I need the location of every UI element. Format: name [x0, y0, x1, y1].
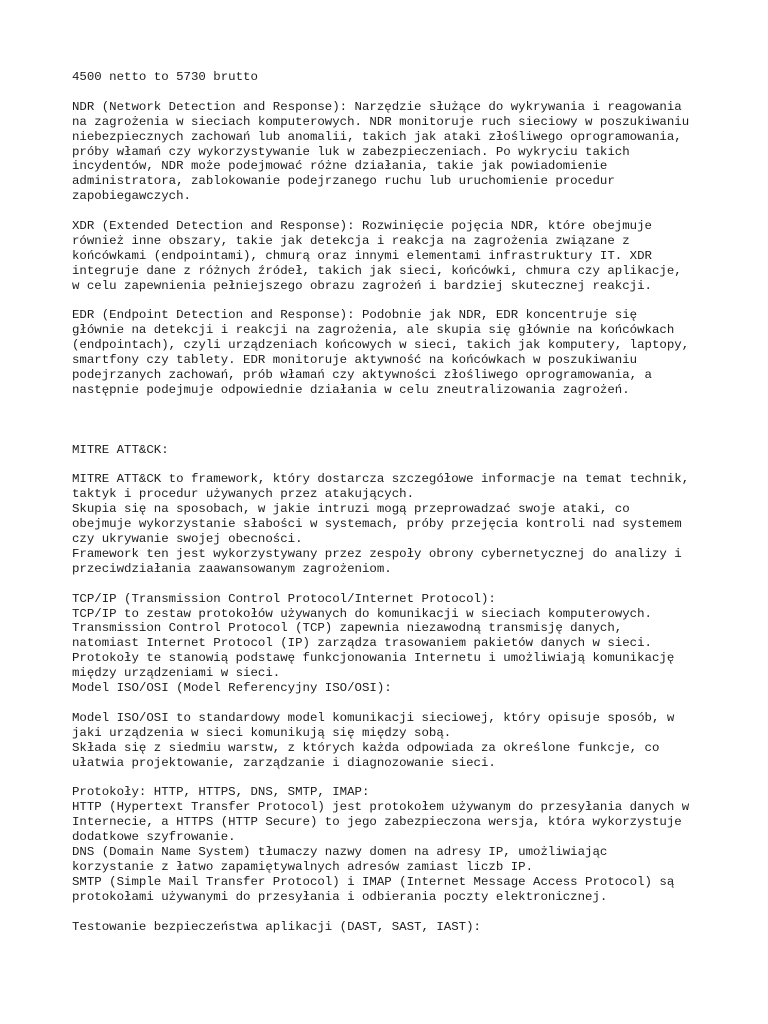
paragraph-tcpip — [72, 592, 712, 696]
paragraph-price — [72, 70, 712, 85]
paragraph-testing — [72, 920, 712, 935]
text-line: (endpointach), czyli urządzeniach końcowych w sieci, takich jak komputery, laptopy, — [72, 338, 690, 353]
text-line: TCP/IP (Transmission Control Protocol/Internet Protocol): — [72, 591, 496, 606]
text-line: integruje dane z różnych źródeł, takich jak sieci, końcówki, chmura czy aplikacje, — [72, 263, 682, 278]
text-line: TCP/IP to zestaw protokołów używanych do komunikacji w sieciach komputerowych. — [72, 606, 652, 621]
text-line: podejrzanych zachowań, prób włamań czy aktywności złośliwego oprogramowania, a — [72, 368, 652, 383]
text-line: EDR (Endpoint Detection and Response): Podobnie jak NDR, EDR koncentruje się — [72, 308, 638, 323]
text-line: Transmission Control Protocol (TCP) zapewnia niezawodną transmisję danych, — [72, 621, 623, 636]
text-line: na zagrożenia w sieciach komputerowych. NDR monitoruje ruch sieciowy w poszukiwaniu — [72, 114, 690, 129]
text-line: XDR (Extended Detection and Response): Rozwinięcie pojęcia NDR, które obejmuje — [72, 219, 652, 234]
text-line: administratora, zablokowanie podejrzanego ruchu lub uruchomienie procedur — [72, 174, 615, 189]
text-line: jaki urządzenia w sieci komunikują się między sobą. — [72, 725, 452, 740]
text-line: HTTP (Hypertext Transfer Protocol) jest protokołem używanym do przesyłania danych w — [72, 800, 690, 815]
text-line: MITRE ATT&CK: — [72, 442, 169, 457]
text-line: przeciwdziałania zaawansowanym zagrożeniom. — [72, 561, 392, 576]
text-line: incydentów, NDR może podejmować różne działania, takie jak powiadomienie — [72, 159, 608, 174]
text-line: Framework ten jest wykorzystywany przez zespoły obrony cybernetycznej do analizy i — [72, 546, 682, 561]
text-line: MITRE ATT&CK to framework, który dostarcza szczegółowe informacje na temat technik, — [72, 472, 690, 487]
text-line: natomiast Internet Protocol (IP) zarządza trasowaniem pakietów danych w sieci. — [72, 636, 652, 651]
text-line: ułatwia projektowanie, zarządzanie i diagnozowanie sieci. — [72, 755, 496, 770]
text-line: NDR (Network Detection and Response): Narzędzie służące do wykrywania i reagowania — [72, 99, 682, 114]
text-line: 4500 netto to 5730 brutto — [72, 70, 258, 84]
document-page — [72, 70, 712, 949]
paragraph-xdr — [72, 219, 712, 294]
text-line: Skupia się na sposobach, w jakie intruzi mogą przeprowadzać swoje ataki, co — [72, 502, 630, 517]
text-line: SMTP (Simple Mail Transfer Protocol) i IMAP (Internet Message Access Protocol) są — [72, 874, 675, 889]
text-line: w celu zapewnienia pełniejszego obrazu zagrożeń i bardziej skutecznej reakcji. — [72, 278, 652, 293]
text-line: protokołami używanymi do przesyłania i odbierania poczty elektronicznej. — [72, 889, 608, 904]
text-line: niebezpiecznych zachowań lub anomalii, takich jak ataki złośliwego oprogramowania, — [72, 129, 682, 144]
text-line: czy ukrywanie swojej obecności. — [72, 532, 303, 546]
text-line: głównie na detekcji i reakcji na zagrożenia, ale skupia się głównie na końcówkach — [72, 323, 675, 338]
text-line: Internecie, a HTTPS (HTTP Secure) to jego zabezpieczona wersja, która wykorzystuje — [72, 815, 682, 830]
text-line: dodatkowe szyfrowanie. — [72, 830, 236, 845]
text-line: Model ISO/OSI to standardowy model komunikacji sieciowej, który opisuje sposób, w — [72, 710, 675, 725]
text-line: następnie podejmuje odpowiednie działania w celu zneutralizowania zagrożeń. — [72, 382, 630, 397]
text-line: obejmuje wykorzystanie słabości w systemach, próby przejęcia kontroli nad systemem — [72, 517, 682, 532]
text-line: Protokoły: HTTP, HTTPS, DNS, SMTP, IMAP: — [72, 785, 370, 800]
paragraph-edr — [72, 308, 712, 397]
text-line: Składa się z siedmiu warstw, z których każda odpowiada za określone funkcje, co — [72, 740, 660, 755]
section-gap — [72, 413, 712, 443]
text-line: Testowanie bezpieczeństwa aplikacji (DAST, SAST, IAST): — [72, 919, 481, 934]
text-line: Protokoły te stanowią podstawę funkcjonowania Internetu i umożliwiają komunikację — [72, 651, 675, 666]
text-line: próby włamań czy wykorzystywanie luk w zabezpieczeniach. Po wykryciu takich — [72, 144, 630, 159]
text-line: między urządzeniami w sieci. — [72, 666, 281, 681]
paragraph-ndr — [72, 100, 712, 204]
text-line: taktyk i procedur używanych przez atakujących. — [72, 487, 415, 502]
text-line: zapobiegawczych. — [72, 189, 191, 204]
text-line: końcówkami (endpointami), chmurą oraz innymi elementami infrastruktury IT. XDR — [72, 248, 652, 263]
text-line: również inne obszary, takie jak detekcja i reakcja na zagrożenia związane z — [72, 233, 630, 248]
paragraph-mitre — [72, 472, 712, 576]
paragraph-osi — [72, 711, 712, 771]
text-line: smartfony czy tablety. EDR monitoruje aktywność na końcówkach w poszukiwaniu — [72, 353, 638, 368]
paragraph-protocols — [72, 785, 712, 904]
text-line: Model ISO/OSI (Model Referencyjny ISO/OSI): — [72, 681, 392, 696]
text-line: korzystanie z łatwo zapamiętywalnych adresów zamiast liczb IP. — [72, 859, 534, 874]
text-line: DNS (Domain Name System) tłumaczy nazwy domen na adresy IP, umożliwiając — [72, 844, 608, 859]
paragraph-mitre-heading — [72, 443, 712, 458]
